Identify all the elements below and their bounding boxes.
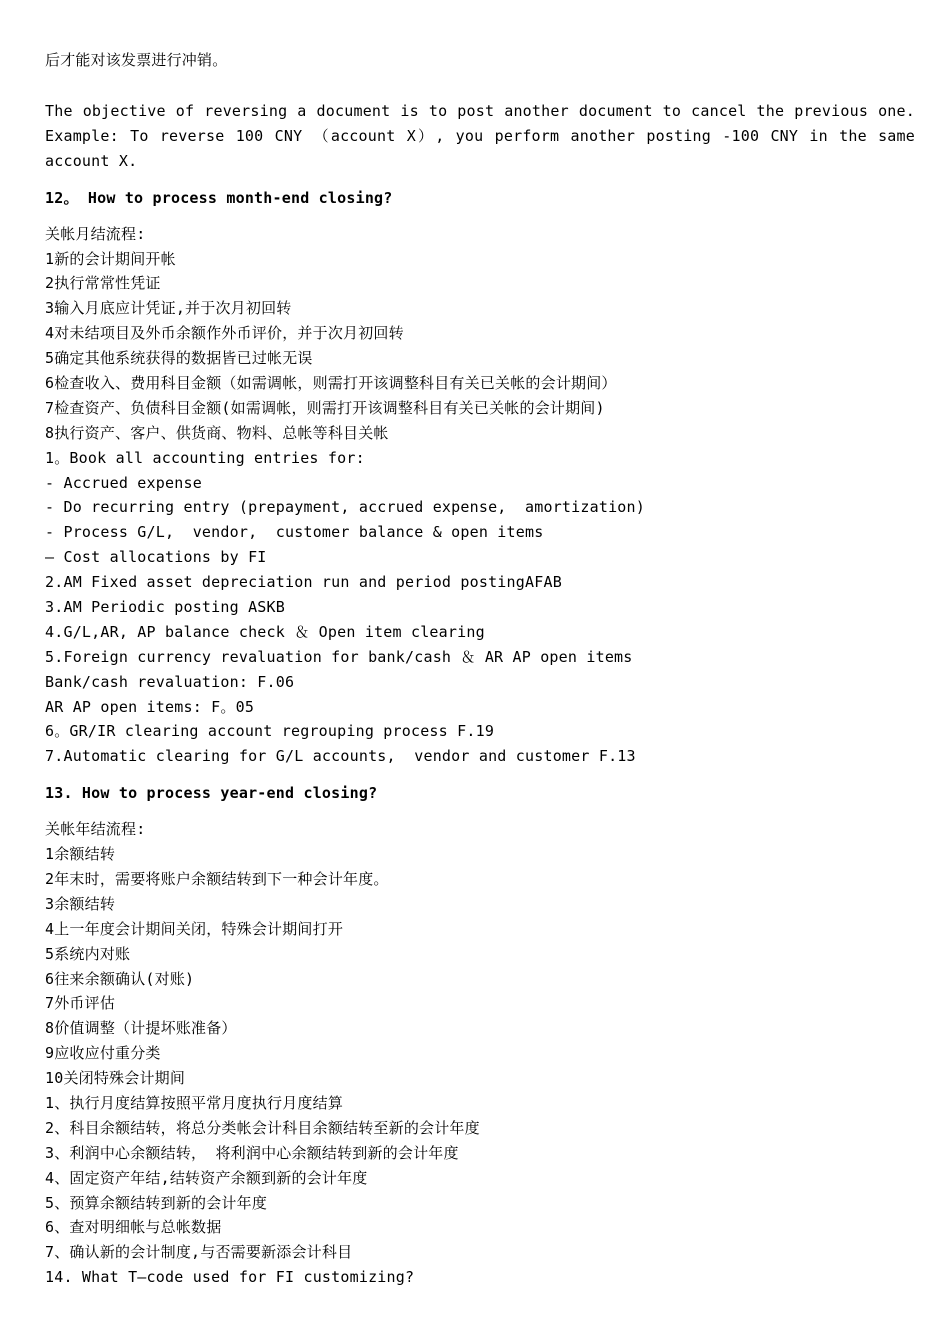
text-line: 8执行资产、客户、供货商、物料、总帐等科目关帐 <box>45 423 389 442</box>
text-line: 7检查资产、负债科目金额(如需调帐，则需打开该调整科目有关已关帐的会计期间) <box>45 398 605 417</box>
text-line: - Accrued expense <box>45 473 202 492</box>
text-line: AR AP open items: F。05 <box>45 697 255 716</box>
intro-line: 后才能对该发票进行冲销。 <box>45 51 228 69</box>
spacer <box>45 769 915 781</box>
text-line: 5系统内对账 <box>45 944 131 963</box>
text-line: 9应收应付重分类 <box>45 1044 161 1063</box>
section-12-body <box>45 222 915 770</box>
text-line: 2执行常常性凭证 <box>45 274 161 293</box>
spacer <box>45 805 915 817</box>
text-line: 7.Automatic clearing for G/L accounts, vendor and customer F.13 <box>45 747 636 766</box>
text-line: 3余额结转 <box>45 894 116 913</box>
section-12-heading: 12。 How to process month-end closing? <box>45 188 393 207</box>
spacer <box>45 210 915 222</box>
text-line: 2.AM Fixed asset depreciation run and period postingAFAB <box>45 573 562 592</box>
text-line: 2年末时，需要将账户余额结转到下一种会计年度。 <box>45 869 389 888</box>
text-line: 6、查对明细帐与总帐数据 <box>45 1218 222 1237</box>
document-page <box>45 48 915 1290</box>
text-line: — Cost allocations by FI <box>45 548 267 567</box>
text-line: 关帐月结流程: <box>45 224 146 243</box>
text-line: 4.G/L,AR, AP balance check ＆ Open item clearing <box>45 622 485 641</box>
text-line: 3.AM Periodic posting ASKB <box>45 597 285 616</box>
text-line: 关帐年结流程: <box>45 820 146 839</box>
text-line: 6往来余额确认(对账) <box>45 969 195 988</box>
text-line: 5、预算余额结转到新的会计年度 <box>45 1193 268 1212</box>
text-line: - Do recurring entry (prepayment, accrued expense, amortization) <box>45 498 645 517</box>
text-line: 7、确认新的会计制度,与否需要新添会计科目 <box>45 1243 353 1262</box>
text-line: 1、执行月度结算按照平常月度执行月度结算 <box>45 1094 344 1112</box>
text-line: 6。GR/IR clearing account regrouping process F.19 <box>45 722 495 741</box>
text-line: Bank/cash revaluation: F.06 <box>45 672 295 691</box>
text-line: 6检查收入、费用科目金额（如需调帐，则需打开该调整科目有关已关帐的会计期间） <box>45 373 617 392</box>
text-line: 1新的会计期间开帐 <box>45 249 176 268</box>
text-line: 10关闭特殊会计期间 <box>45 1069 186 1088</box>
section-13-heading: 13. How to process year-end closing? <box>45 784 378 803</box>
text-line: 4对未结项目及外币余额作外币评价，并于次月初回转 <box>45 324 404 343</box>
section-13-body <box>45 817 915 1290</box>
text-line: 1余额结转 <box>45 845 116 864</box>
text-line: 2、科目余额结转，将总分类帐会计科目余额结转至新的会计年度 <box>45 1118 480 1137</box>
text-line: 3输入月底应计凭证,并于次月初回转 <box>45 299 292 318</box>
spacer <box>45 174 915 186</box>
blank-line <box>45 73 915 99</box>
text-line: - Process G/L, vendor, customer balance & open items <box>45 523 544 542</box>
text-line: 5确定其他系统获得的数据皆已过帐无误 <box>45 349 313 368</box>
text-line: 4上一年度会计期间关闭，特殊会计期间打开 <box>45 919 344 938</box>
text-line: 5.Foreign currency revaluation for bank/cash ＆ AR AP open items <box>45 647 633 666</box>
text-line: 3、利润中心余额结转， 将利润中心余额结转到新的会计年度 <box>45 1143 459 1162</box>
text-line: 14. What T—code used for FI customizing? <box>45 1268 415 1287</box>
text-line: 4、固定资产年结,结转资产余额到新的会计年度 <box>45 1168 368 1187</box>
text-line: 7外币评估 <box>45 994 116 1013</box>
text-line: 8价值调整（计提坏账准备） <box>45 1019 237 1038</box>
text-line: 1。Book all accounting entries for: <box>45 448 365 467</box>
reversal-paragraph: The objective of reversing a document is to post another document to cancel the previous one. Example: To reverse 100 CNY （account X）, you perform another posting -100 CNY in the same account X. <box>45 101 915 170</box>
